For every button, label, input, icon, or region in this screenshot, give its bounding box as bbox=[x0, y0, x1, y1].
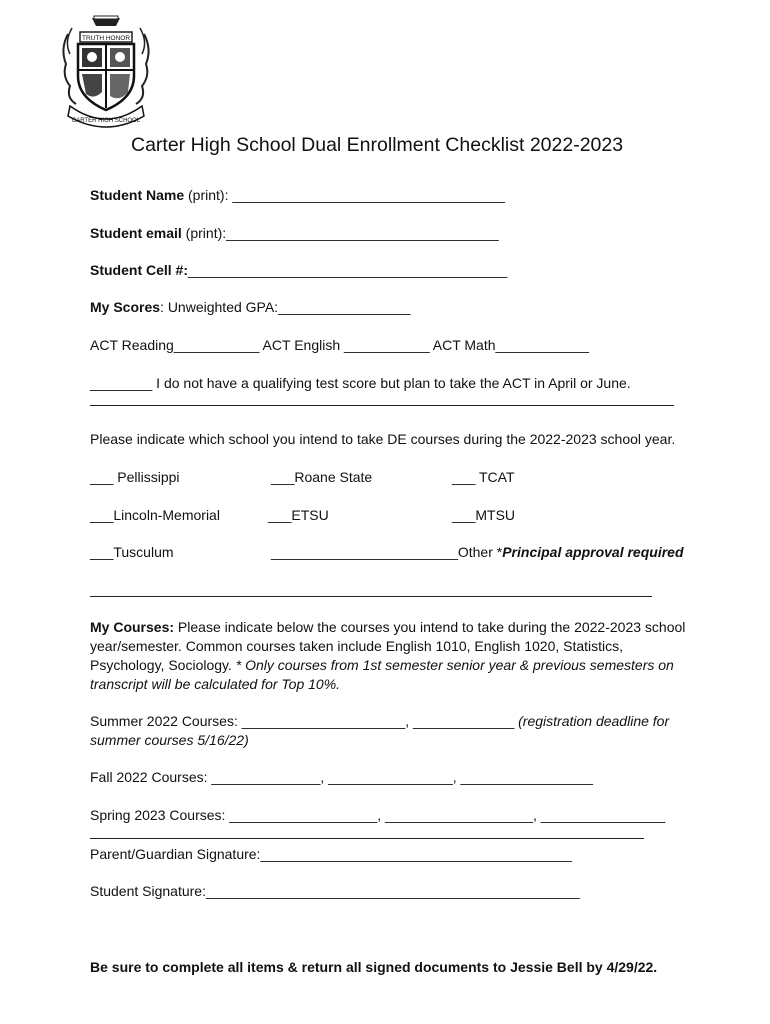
student-cell-label: Student Cell #: bbox=[90, 262, 189, 278]
svg-text:TRUTH HONOR: TRUTH HONOR bbox=[81, 35, 131, 42]
footer-instructions: Be sure to complete all items & return all signed documents to Jessie Bell by 4/29/22. bbox=[90, 959, 658, 975]
gpa-blank: : Unweighted GPA:_________________ bbox=[160, 299, 411, 315]
student-cell-blank: _________________________________________ bbox=[188, 262, 508, 278]
courses-instructions bbox=[90, 618, 690, 694]
student-email-blank: (print):___________________________________ bbox=[181, 225, 499, 241]
top-ten-note: * Only courses from 1st semester senior year & previous semesters on transcript will be calculated for Top 10%. bbox=[90, 657, 674, 692]
school-option-roane-state[interactable]: ___Roane State bbox=[271, 469, 373, 485]
parent-signature-field[interactable]: Parent/Guardian Signature:________________________________________ bbox=[90, 846, 572, 862]
student-name-field[interactable] bbox=[90, 186, 505, 204]
school-option-other[interactable] bbox=[271, 543, 684, 561]
school-option-mtsu[interactable]: ___MTSU bbox=[452, 507, 516, 523]
section-divider bbox=[90, 596, 652, 597]
act-scores-line[interactable]: ACT Reading___________ ACT English ___________ ACT Math____________ bbox=[90, 337, 589, 353]
section-divider bbox=[90, 838, 644, 839]
student-cell-field[interactable] bbox=[90, 261, 507, 279]
scores-label: My Scores bbox=[90, 299, 161, 315]
principal-approval-note: Principal approval required bbox=[502, 544, 684, 560]
summer-courses-field[interactable] bbox=[90, 712, 690, 750]
page-title: Carter High School Dual Enrollment Checklist 2022-2023 bbox=[131, 134, 624, 156]
school-option-lincoln-memorial[interactable]: ___Lincoln-Memorial bbox=[90, 507, 220, 523]
student-name-label: Student Name bbox=[90, 187, 185, 203]
courses-label: My Courses: bbox=[90, 619, 175, 635]
courses-text: Please indicate below the courses you intend to take during the 2022-2023 school year/semester. Common courses taken include English 1010, English 1020, Statistics, Psychology, Sociology. bbox=[90, 619, 686, 673]
spring-courses-field[interactable]: Spring 2023 Courses: ___________________, ___________________, ________________ bbox=[90, 807, 666, 823]
summer-deadline-note: (registration deadline for summer courses 5/16/22) bbox=[90, 713, 670, 748]
school-option-pellissippi[interactable]: ___ Pellissippi bbox=[90, 469, 180, 485]
svg-text:CARTER HIGH SCHOOL: CARTER HIGH SCHOOL bbox=[71, 118, 141, 124]
no-score-option[interactable]: ________ I do not have a qualifying test score but plan to take the ACT in April or June. bbox=[90, 375, 631, 391]
student-email-label: Student email bbox=[90, 225, 182, 241]
student-name-blank: (print): ___________________________________ bbox=[184, 187, 505, 203]
school-prompt: Please indicate which school you intend to take DE courses during the 2022-2023 school year. bbox=[90, 431, 676, 447]
school-option-etsu[interactable]: ___ETSU bbox=[268, 507, 329, 523]
student-signature-field[interactable]: Student Signature:________________________________________________ bbox=[90, 883, 580, 899]
school-option-tcat[interactable]: ___ TCAT bbox=[452, 469, 515, 485]
summer-courses-blank: Summer 2022 Courses: _____________________, _____________ bbox=[90, 713, 519, 729]
scores-field[interactable] bbox=[90, 298, 410, 316]
other-blank: ________________________Other * bbox=[271, 544, 503, 560]
school-option-tusculum[interactable]: ___Tusculum bbox=[90, 544, 174, 560]
student-email-field[interactable] bbox=[90, 224, 499, 242]
fall-courses-field[interactable]: Fall 2022 Courses: ______________, ________________, _________________ bbox=[90, 769, 593, 785]
school-crest-logo bbox=[58, 14, 154, 130]
section-divider bbox=[90, 405, 674, 406]
